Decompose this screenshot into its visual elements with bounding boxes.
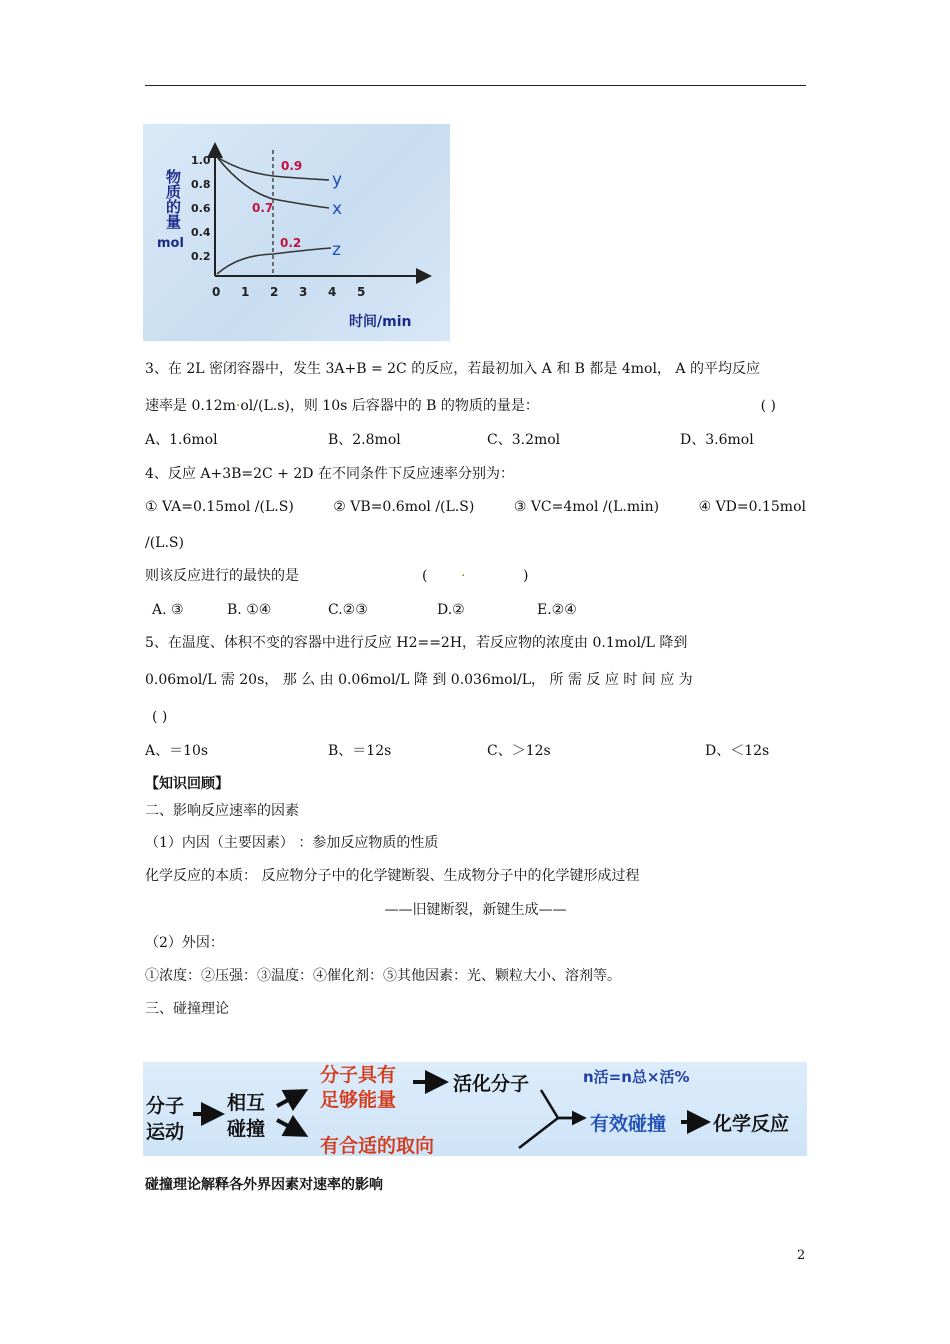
q4-option-c: C.②③ <box>328 602 368 618</box>
q3-line2 <box>145 396 806 416</box>
molecule-motion-1: 分子 <box>146 1095 185 1117</box>
y-axis-label: 物质的量 <box>164 169 182 229</box>
q5-option-d: D、＜12s <box>705 743 770 759</box>
series-label-y: y <box>332 170 343 190</box>
molecule-motion-2: 运动 <box>146 1121 185 1143</box>
activation-formula: n活=n总×活% <box>583 1068 690 1086</box>
arrow-down <box>277 1120 303 1134</box>
q3-line2-b: ol/(L.s)，则 10s 后容器中的 B 的物质的量是： <box>240 398 539 414</box>
q3-line2-a: 速率是 0.12m <box>145 398 236 414</box>
annotation-z: 0.2 <box>280 236 302 250</box>
q4-paren-right: ) <box>523 568 529 584</box>
enough-energy-1: 分子具有 <box>320 1064 397 1086</box>
proper-orientation: 有合适的取向 <box>320 1135 435 1156</box>
header-rule <box>145 85 806 86</box>
external-factor: （2）外因： <box>145 935 224 951</box>
q4-option-d: D.② <box>437 602 465 618</box>
y-tick-label: 0.6 <box>191 202 211 215</box>
q4-rate-4: ④ VD=0.15mol <box>698 499 806 515</box>
q3-option-c: C、3.2mol <box>487 432 561 448</box>
q4-line3: /(L.S) <box>145 535 184 551</box>
q3-option-b: B、2.8mol <box>328 432 401 448</box>
stray-dot: · <box>235 398 241 414</box>
x-tick-label: 4 <box>328 285 337 299</box>
y-tick-label: 0.4 <box>191 226 211 239</box>
x-tick-label: 0 <box>212 285 221 299</box>
annotation-y: 0.9 <box>281 159 303 173</box>
q4-paren-left: ( <box>422 568 428 584</box>
graph-svg <box>143 124 450 341</box>
activated-molecule: 活化分子 <box>453 1073 530 1095</box>
bond-slogan: ——旧键断裂，新键生成—— <box>384 902 567 918</box>
flow-svg <box>143 1062 807 1156</box>
q5-option-c: C、＞12s <box>487 743 551 759</box>
amount-vs-time-graph <box>143 124 450 341</box>
q4-rates <box>145 497 806 517</box>
q4-rate-1: ① VA=0.15mol /(L.S) <box>145 499 294 515</box>
q4-question: 则该反应进行的最快的是 <box>145 568 299 584</box>
mutual-collision-2: 碰撞 <box>227 1118 266 1140</box>
reaction-essence: 化学反应的本质： 反应物分子中的化学键断裂、生成物分子中的化学键形成过程 <box>145 868 640 884</box>
enough-energy-2: 足够能量 <box>320 1089 397 1111</box>
series-label-x: x <box>332 199 343 219</box>
x-tick-label: 3 <box>299 285 308 299</box>
factor-list: ①浓度：②压强：③温度：④催化剂：⑤其他因素：光、颗粒大小、溶剂等。 <box>145 968 621 984</box>
y-tick-label: 1.0 <box>191 154 211 167</box>
x-tick-label: 1 <box>241 285 250 299</box>
mutual-collision-1: 相互 <box>227 1092 266 1114</box>
q3-answer-paren: ( ) <box>760 398 776 414</box>
q4-option-e: E.②④ <box>537 602 577 618</box>
q5-line1: 5、在温度、体积不变的容器中进行反应 H2==2H，若反应物的浓度由 0.1mol/L 降到 <box>145 635 688 651</box>
merge-line-bottom <box>519 1118 558 1148</box>
q3-option-d: D、3.6mol <box>680 432 754 448</box>
chemical-reaction: 化学反应 <box>713 1113 790 1135</box>
x-tick-label: 2 <box>270 285 279 299</box>
q4-option-a: A. ③ <box>152 602 184 618</box>
page-number: 2 <box>797 1248 806 1263</box>
q4-rate-3: ③ VC=4mol /(L.min) <box>513 499 660 515</box>
internal-factor: （1）内因（主要因素） ：参加反应物质的性质 <box>145 835 439 851</box>
y-tick-label: 0.8 <box>191 178 211 191</box>
q3-option-a: A、1.6mol <box>145 432 218 448</box>
x-axis-label: 时间/min <box>349 314 412 330</box>
q5-line2: 0.06mol/L 需 20s， 那 么 由 0.06mol/L 降 到 0.036mol/L， 所 需 反 应 时 间 应 为 <box>145 672 693 688</box>
q4-line1: 4、反应 A+3B=2C + 2D 在不同条件下反应速率分别为： <box>145 466 514 482</box>
q5-option-a: A、＝10s <box>145 743 209 759</box>
merge-line-top <box>541 1090 585 1118</box>
series-label-z: z <box>332 240 341 260</box>
q3-line1: 3、在 2L 密闭容器中，发生 3A+B = 2C 的反应，若最初加入 A 和 B 都是 4mol， A 的平均反应 <box>145 361 760 377</box>
arrow-up <box>277 1092 303 1106</box>
collision-theory-diagram <box>143 1062 807 1156</box>
q4-line4 <box>145 566 529 586</box>
annotation-x: 0.7 <box>252 201 274 215</box>
q4-option-b: B. ①④ <box>227 602 272 618</box>
y-tick-label: 0.2 <box>191 250 211 263</box>
q4-rate-2: ② VB=0.6mol /(L.S) <box>333 499 475 515</box>
diagram-caption: 碰撞理论解释各外界因素对速率的影响 <box>145 1177 383 1193</box>
review-heading: 【知识回顾】 <box>145 776 229 792</box>
curve-z <box>217 248 331 274</box>
y-axis-unit: mol <box>157 236 184 251</box>
section3-title: 三、碰撞理论 <box>145 1001 229 1017</box>
x-tick-label: 5 <box>357 285 366 299</box>
q5-option-b: B、＝12s <box>328 743 392 759</box>
section2-title: 二、影响反应速率的因素 <box>145 803 299 819</box>
stray-dot-2: · <box>461 568 466 584</box>
effective-collision: 有效碰撞 <box>590 1113 667 1135</box>
q5-answer-paren: ( ) <box>152 709 168 725</box>
